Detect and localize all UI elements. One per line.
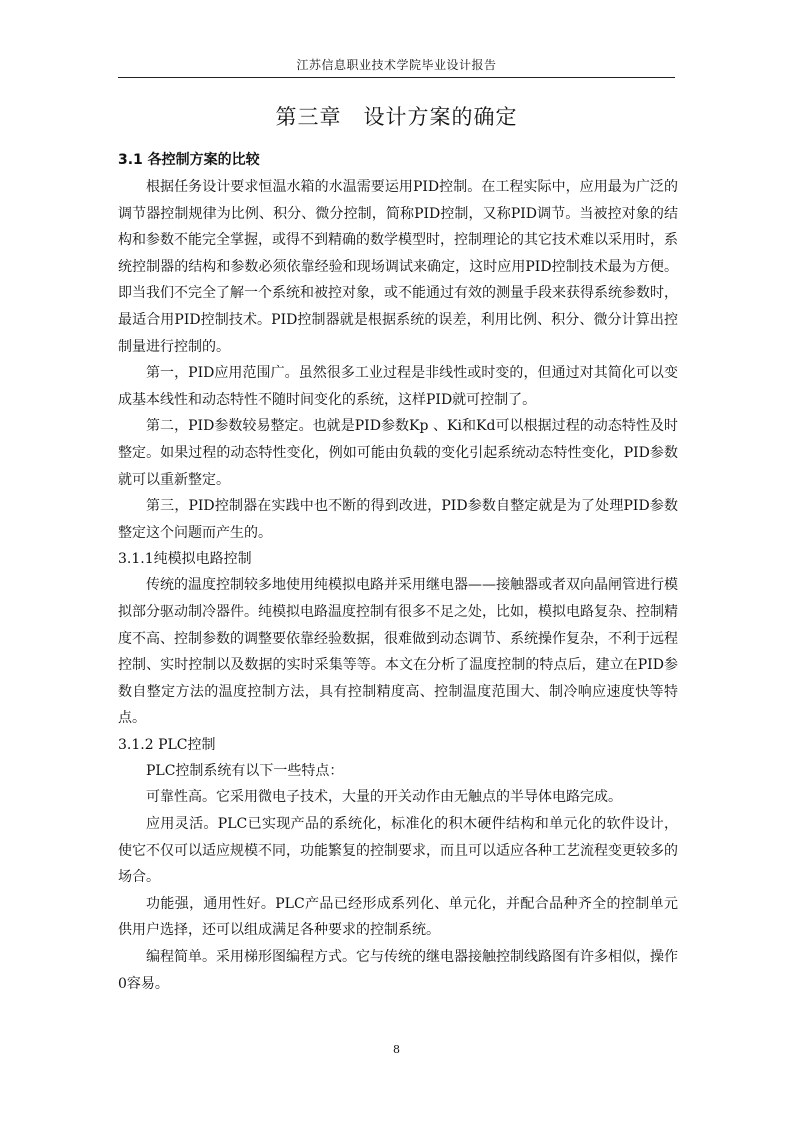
paragraph: 第三，PID控制器在实践中也不断的得到改进，PID参数自整定就是为了处理PID参数整定这个问题而产生的。 [118,498,678,541]
paragraph: 功能强，通用性好。PLC产品已经形成系列化、单元化，并配合品种齐全的控制单元供用户选择，还可以组成满足各种要求的控制系统。 [118,895,678,939]
paragraph: 可靠性高。它采用微电子技术，大量的开关动作由无触点的半导体电路完成。 [146,789,622,806]
chapter-title: 第三章 设计方案的确定 [275,105,518,129]
paragraph: 第一，PID应用范围广。虽然很多工业过程是非线性或时变的，但通过对其简化可以变成基本线性和动态特性不随时间变化的系统，这样PID就可控制了。 [118,365,678,408]
paragraph: 第二，PID参数较易整定。也就是PID参数Kp 、Ki和Kd可以根据过程的动态特性及时整定。如果过程的动态特性变化，例如可能由负载的变化引起系统动态特性变化，PID参数就可以重新整定。 [118,418,678,488]
subsection-heading: 3.1.2 PLC控制 [118,736,216,753]
page-header: 江苏信息职业技术学院毕业设计报告 [296,58,497,72]
paragraph: PLC控制系统有以下一些特点： [146,762,344,779]
section-heading: 3.1 各控制方案的比较 [118,152,260,168]
paragraph: 应用灵活。PLC已实现产品的系统化，标准化的积木硬件结构和单元化的软件设计，使它不仅可以适应规模不同，功能繁复的控制要求，而且可以适应各种工艺流程变更较多的场合。 [118,816,678,886]
paragraph: 编程简单。采用梯形图编程方式。它与传统的继电器接触控制线路图有许多相似，操作0容易。 [118,949,678,992]
header-divider [118,77,675,78]
subsection-heading: 3.1.1纯模拟电路控制 [118,551,252,568]
paragraph: 根据任务设计要求恒温水箱的水温需要运用PID控制。在工程实际中，应用最为广泛的调节器控制规律为比例、积分、微分控制，简称PID控制，又称PID调节。当被控对象的结构和参数不能完全掌握，或得不到精确的数学模型时，控制理论的其它技术难以采用时，系统控制器的结构和参数必须依靠经验和现场调试来确定，这时应用PID控制技术最为方便。即当我们不完全了解一个系统和被控对象，或不能通过有效的测量手段来获得系统参数时，最适合用PID控制技术。PID控制器就是根据系统的误差，利用比例、积分、微分计算出控制量进行控制的。 [118,179,678,355]
body-content [118,146,678,997]
page-number: 8 [393,1043,400,1056]
paragraph: 传统的温度控制较多地使用纯模拟电路并采用继电器——接触器或者双向晶闸管进行模拟部分驱动制冷器件。纯模拟电路温度控制有很多不足之处，比如，模拟电路复杂、控制精度不高、控制参数的调整要依靠经验数据，很难做到动态调节、系统操作复杂，不利于远程控制、实时控制以及数据的实时采集等等。本文在分析了温度控制的特点后，建立在PID参数自整定方法的温度控制方法，具有控制精度高、控制温度范围大、制冷响应速度快等特点。 [118,577,678,727]
